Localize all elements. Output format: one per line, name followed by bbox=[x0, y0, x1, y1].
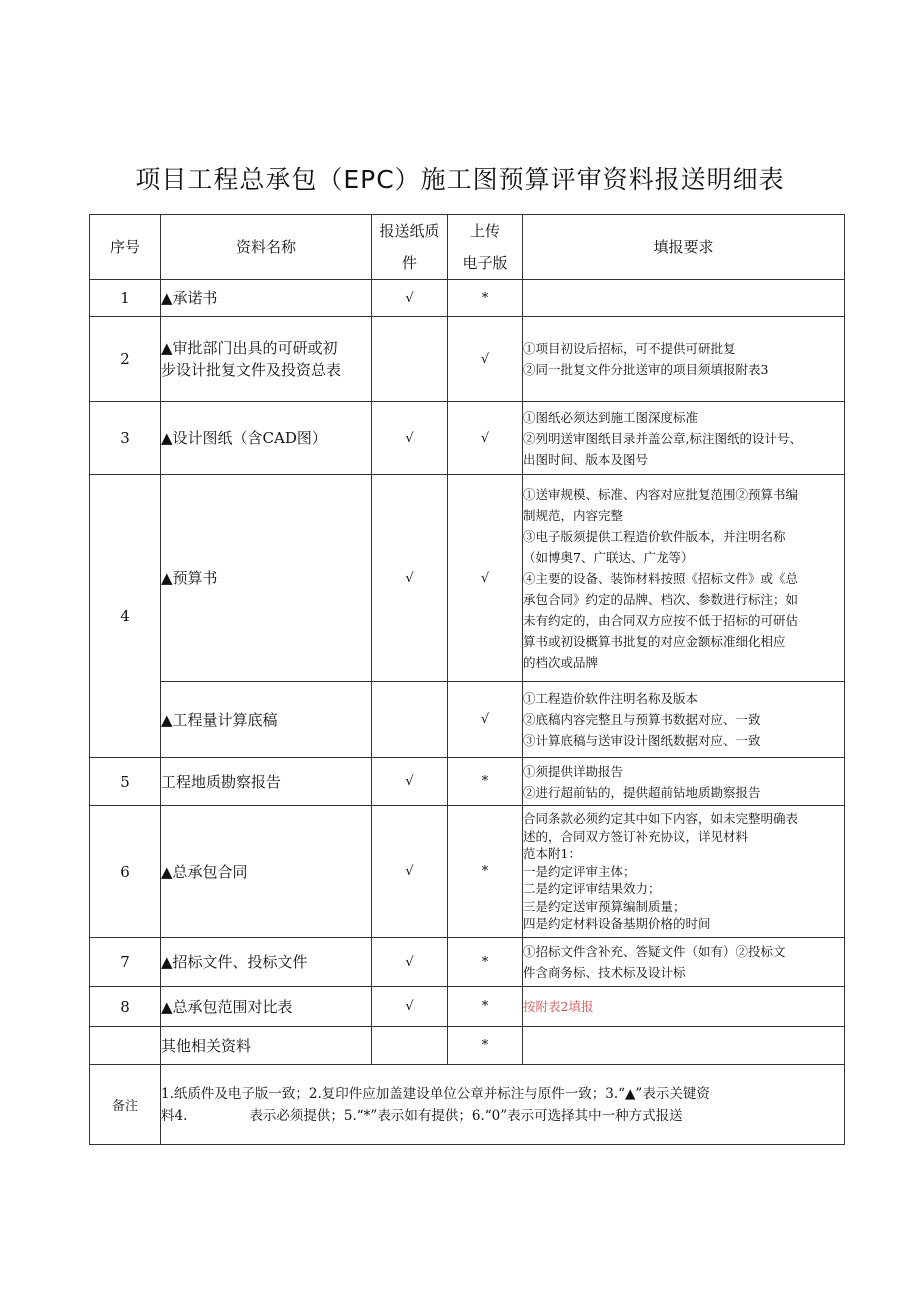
requirements-cell: ①项目初设后招标，可不提供可研批复 ②同一批复文件分批送审的项目须填报附表3 bbox=[523, 317, 845, 402]
table-header-row bbox=[90, 215, 845, 280]
electronic-mark: √ bbox=[448, 475, 523, 682]
paper-mark: √ bbox=[372, 402, 448, 475]
header-paper: 报送纸质 件 bbox=[372, 215, 448, 280]
requirements-cell: ①送审规模、标准、内容对应批复范围②预算书编 制规范，内容完整 ③电子版须提供工程造价软件版本，并注明名称 （如博奥7、广联达、广龙等） ④主要的设备、装饰材料按照《招标文件》或《总 承包合同》约定的品牌、档次、参数进行标注；如 未有约定的，由合同双方应按不低于招标的可研估 算书或初设概算书批复的对应金额标准细化相应 的档次或品牌 bbox=[523, 475, 845, 682]
paper-mark: √ bbox=[372, 475, 448, 682]
notes-text: 1.纸质件及电子版一致；2.复印件应加盖建设单位公章并标注与原件一致；3.“▲”表示关键资 料4. 表示必须提供；5.“*”表示如有提供；6.“0”表示可选择其中一种方式报送 bbox=[161, 1065, 845, 1145]
table-row bbox=[90, 987, 845, 1027]
table-row bbox=[90, 938, 845, 987]
electronic-mark: √ bbox=[448, 402, 523, 475]
electronic-mark: * bbox=[448, 938, 523, 987]
requirements-cell: ①工程造价软件注明名称及版本 ②底稿内容完整且与预算书数据对应、一致 ③计算底稿与送审设计图纸数据对应、一致 bbox=[523, 682, 845, 758]
header-requirements: 填报要求 bbox=[523, 215, 845, 280]
electronic-mark: √ bbox=[448, 317, 523, 402]
paper-mark: √ bbox=[372, 987, 448, 1027]
table-row bbox=[90, 402, 845, 475]
paper-mark: √ bbox=[372, 758, 448, 806]
paper-mark: √ bbox=[372, 938, 448, 987]
notes-label: 备注 bbox=[90, 1065, 161, 1145]
table-row bbox=[90, 806, 845, 938]
material-name: 其他相关资料 bbox=[161, 1027, 372, 1065]
material-name: 工程地质勘察报告 bbox=[161, 758, 372, 806]
electronic-mark: * bbox=[448, 806, 523, 938]
material-name: ▲审批部门出具的可研或初 步设计批复文件及投资总表 bbox=[161, 317, 372, 402]
material-name: ▲设计图纸（含CAD图） bbox=[161, 402, 372, 475]
table-row bbox=[90, 280, 845, 317]
materials-table bbox=[89, 214, 845, 1145]
electronic-mark: * bbox=[448, 987, 523, 1027]
header-seq: 序号 bbox=[90, 215, 161, 280]
requirements-cell: ①招标文件含补充、答疑文件（如有）②投标文 件含商务标、技术标及设计标 bbox=[523, 938, 845, 987]
paper-mark bbox=[372, 1027, 448, 1065]
material-name: ▲预算书 bbox=[161, 475, 372, 682]
electronic-mark: √ bbox=[448, 682, 523, 758]
requirements-cell: 合同条款必须约定其中如下内容，如未完整明确表 述的，合同双方签订补充协议，详见材料 范本附1： 一是约定评审主体； 二是约定评审结果效力； 三是约定送审预算编制质量； 四是约定材料设备基期价格的时间 bbox=[523, 806, 845, 938]
header-name: 资料名称 bbox=[161, 215, 372, 280]
table-row bbox=[90, 1027, 845, 1065]
row-number: 8 bbox=[90, 987, 161, 1027]
table-row bbox=[90, 682, 845, 758]
paper-mark: √ bbox=[372, 280, 448, 317]
header-electronic: 上传 电子版 bbox=[448, 215, 523, 280]
material-name: ▲招标文件、投标文件 bbox=[161, 938, 372, 987]
electronic-mark: * bbox=[448, 1027, 523, 1065]
material-name: ▲承诺书 bbox=[161, 280, 372, 317]
table-row bbox=[90, 475, 845, 682]
notes-row bbox=[90, 1065, 845, 1145]
row-number: 5 bbox=[90, 758, 161, 806]
row-number: 1 bbox=[90, 280, 161, 317]
material-name: ▲总承包合同 bbox=[161, 806, 372, 938]
electronic-mark: * bbox=[448, 758, 523, 806]
material-name: ▲总承包范围对比表 bbox=[161, 987, 372, 1027]
requirements-cell bbox=[523, 1027, 845, 1065]
requirements-cell: ①须提供详勘报告 ②进行超前钻的，提供超前钻地质勘察报告 bbox=[523, 758, 845, 806]
document-title: 项目工程总承包（EPC）施工图预算评审资料报送明细表 bbox=[135, 165, 785, 194]
material-name: ▲工程量计算底稿 bbox=[161, 682, 372, 758]
paper-mark: √ bbox=[372, 806, 448, 938]
row-number: 6 bbox=[90, 806, 161, 938]
paper-mark bbox=[372, 317, 448, 402]
paper-mark bbox=[372, 682, 448, 758]
row-number: 7 bbox=[90, 938, 161, 987]
electronic-mark: * bbox=[448, 280, 523, 317]
row-number: 2 bbox=[90, 317, 161, 402]
table-row bbox=[90, 758, 845, 806]
row-number: 3 bbox=[90, 402, 161, 475]
row-number: 4 bbox=[90, 475, 161, 758]
requirements-cell: ①图纸必须达到施工图深度标准 ②列明送审图纸目录并盖公章,标注图纸的设计号、 出图时间、版本及图号 bbox=[523, 402, 845, 475]
row-number bbox=[90, 1027, 161, 1065]
requirements-cell: 按附表2填报 bbox=[523, 987, 845, 1027]
table-row bbox=[90, 317, 845, 402]
requirements-cell bbox=[523, 280, 845, 317]
